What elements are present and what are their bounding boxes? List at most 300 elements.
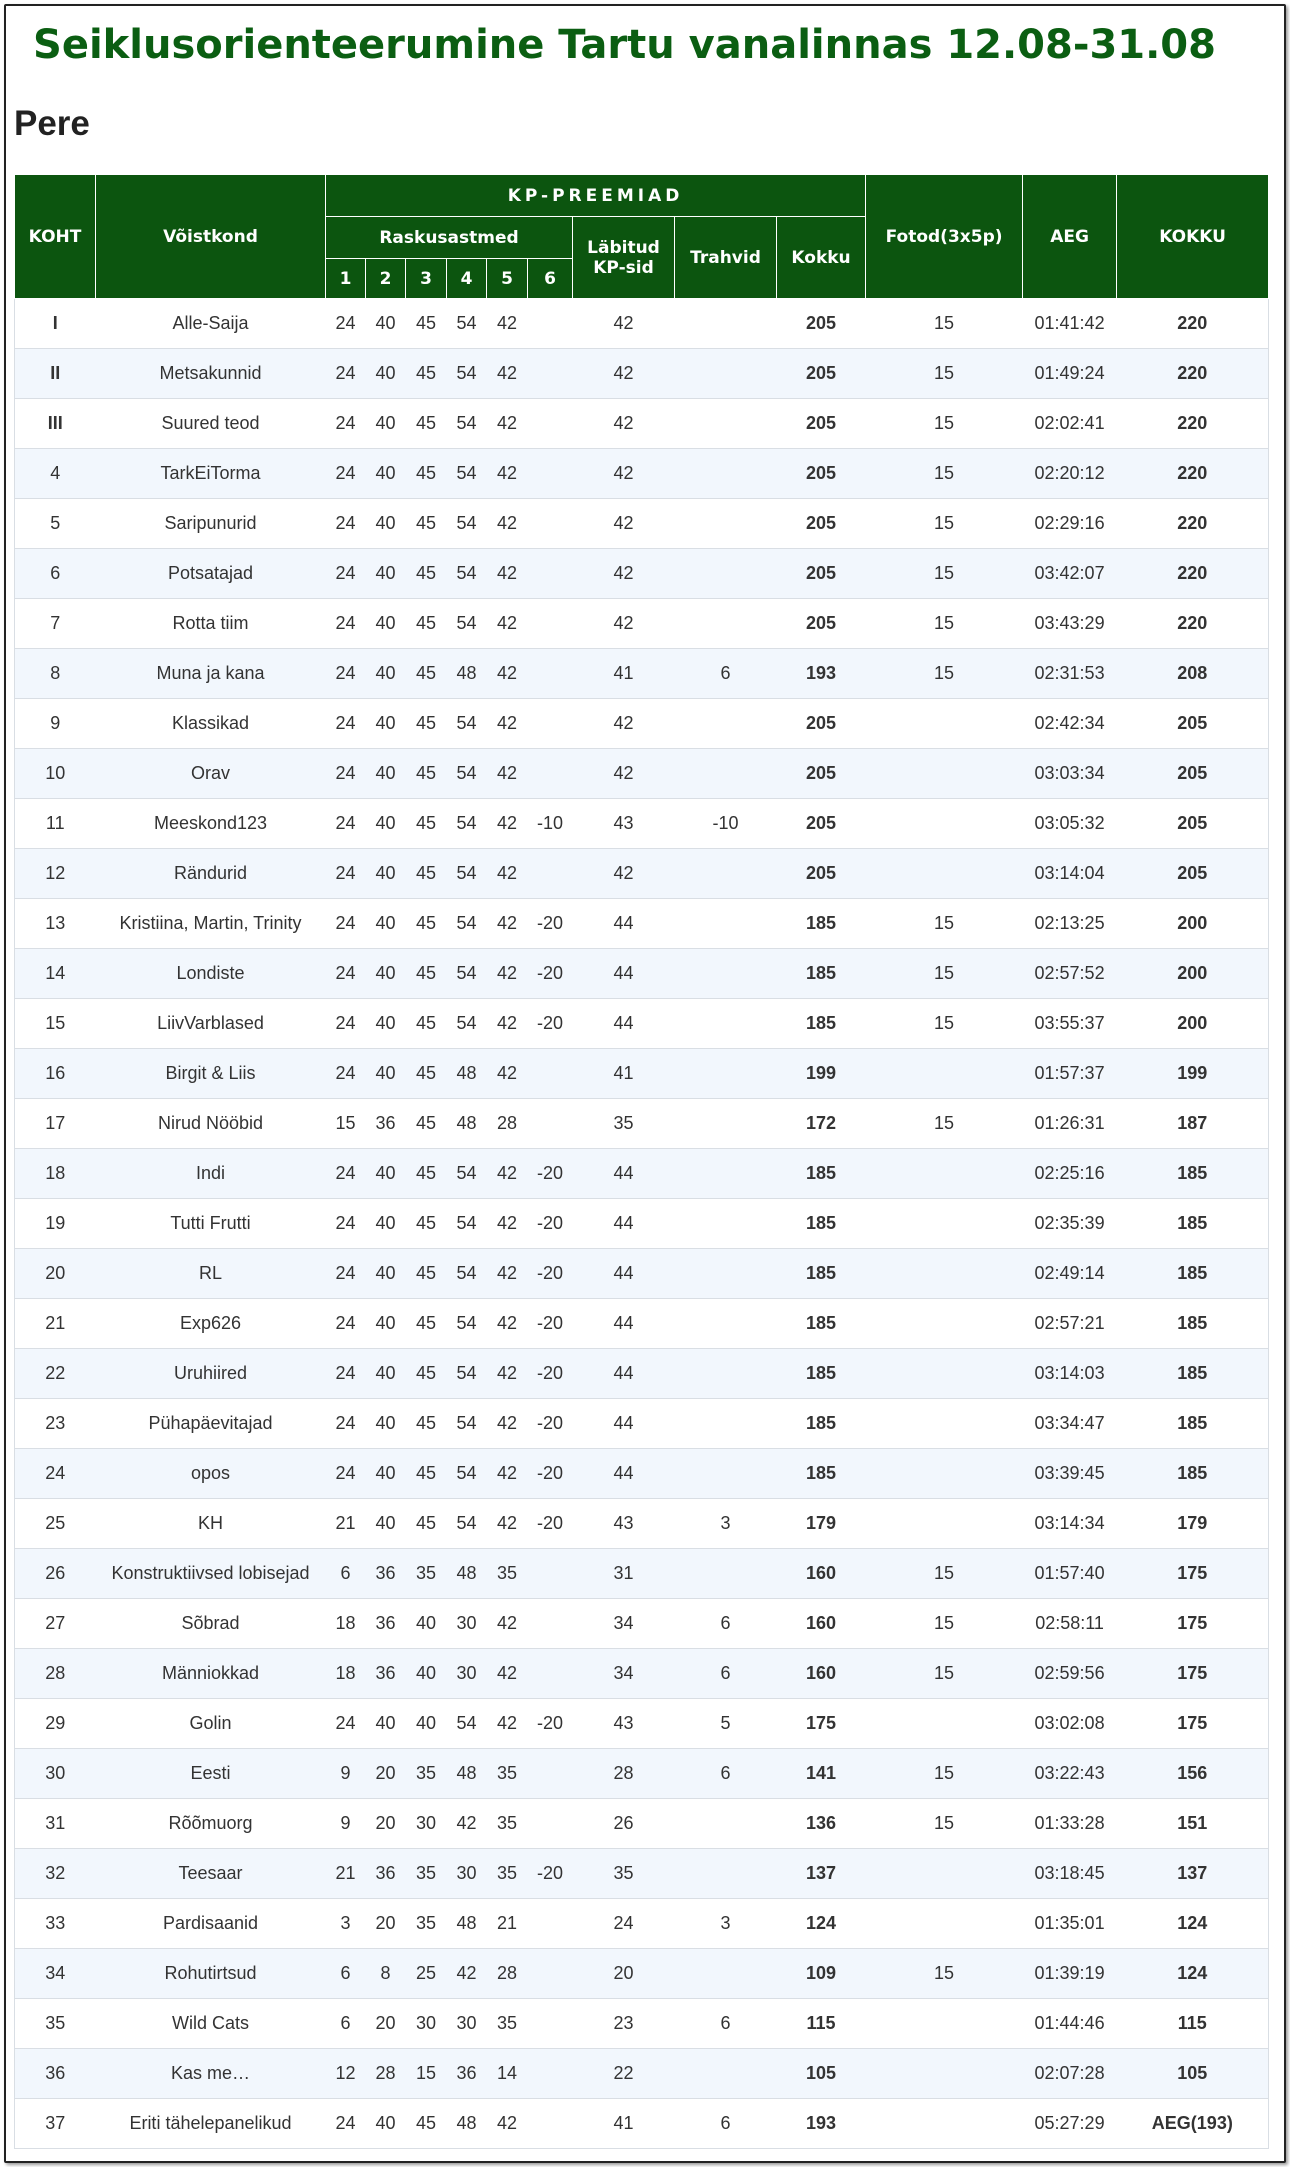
cell-level-3: 45 [406, 1499, 447, 1549]
cell-level-5: 35 [487, 1999, 528, 2049]
cell-level-1: 24 [326, 899, 366, 949]
cell-level-5: 42 [487, 1149, 528, 1199]
cell-level-1: 24 [326, 1399, 366, 1449]
cell-fotod [866, 1699, 1023, 1749]
table-body [15, 299, 1269, 2149]
cell-level-3: 45 [406, 1049, 447, 1099]
cell-level-4: 42 [447, 1799, 487, 1849]
cell-team-name: Nirud Nööbid [96, 1099, 326, 1149]
cell-level-6 [528, 2049, 573, 2099]
table-row [15, 849, 1269, 899]
cell-team-name: Exp626 [96, 1299, 326, 1349]
cell-koht: 33 [15, 1899, 96, 1949]
cell-trahvid: 6 [675, 1999, 777, 2049]
cell-level-2: 40 [366, 399, 406, 449]
cell-level-1: 24 [326, 999, 366, 1049]
cell-level-6: -20 [528, 1199, 573, 1249]
cell-level-3: 30 [406, 1999, 447, 2049]
cell-level-3: 45 [406, 849, 447, 899]
cell-level-2: 36 [366, 1649, 406, 1699]
table-row [15, 1199, 1269, 1249]
cell-level-6 [528, 1599, 573, 1649]
cell-level-6 [528, 1099, 573, 1149]
cell-koht: 27 [15, 1599, 96, 1649]
cell-level-2: 40 [366, 899, 406, 949]
cell-level-6 [528, 1949, 573, 1999]
cell-fotod: 15 [866, 1749, 1023, 1799]
cell-level-6 [528, 749, 573, 799]
cell-labitud-kp: 42 [573, 749, 675, 799]
cell-kp-kokku: 185 [777, 1399, 866, 1449]
cell-koht: 32 [15, 1849, 96, 1899]
cell-level-4: 54 [447, 1199, 487, 1249]
cell-fotod: 15 [866, 1599, 1023, 1649]
table-row [15, 1299, 1269, 1349]
cell-labitud-kp: 26 [573, 1799, 675, 1849]
cell-level-3: 45 [406, 1099, 447, 1149]
cell-level-3: 35 [406, 1749, 447, 1799]
table-row [15, 449, 1269, 499]
table-row [15, 499, 1269, 549]
cell-kokku: 137 [1117, 1849, 1269, 1899]
cell-koht: 17 [15, 1099, 96, 1149]
cell-kokku: 175 [1117, 1549, 1269, 1599]
cell-team-name: opos [96, 1449, 326, 1499]
table-row [15, 1349, 1269, 1399]
cell-fotod [866, 1349, 1023, 1399]
cell-team-name: Rohutirtsud [96, 1949, 326, 1999]
cell-kokku: 220 [1117, 349, 1269, 399]
header-aeg: AEG [1023, 175, 1117, 299]
cell-labitud-kp: 44 [573, 999, 675, 1049]
cell-team-name: Pardisaanid [96, 1899, 326, 1949]
cell-level-2: 40 [366, 1249, 406, 1299]
cell-level-5: 42 [487, 349, 528, 399]
cell-level-4: 54 [447, 1499, 487, 1549]
cell-trahvid: 6 [675, 1649, 777, 1699]
cell-level-5: 42 [487, 1599, 528, 1649]
cell-koht: 11 [15, 799, 96, 849]
cell-aeg: 03:42:07 [1023, 549, 1117, 599]
cell-level-2: 8 [366, 1949, 406, 1999]
cell-level-4: 54 [447, 449, 487, 499]
header-kp-preemiad: KP-PREEMIAD [326, 175, 866, 217]
cell-level-1: 24 [326, 749, 366, 799]
cell-fotod: 15 [866, 399, 1023, 449]
cell-fotod: 15 [866, 449, 1023, 499]
cell-kp-kokku: 205 [777, 449, 866, 499]
cell-level-5: 42 [487, 999, 528, 1049]
cell-aeg: 03:02:08 [1023, 1699, 1117, 1749]
cell-level-3: 45 [406, 749, 447, 799]
cell-level-4: 30 [447, 1999, 487, 2049]
cell-level-5: 42 [487, 849, 528, 899]
cell-team-name: Metsakunnid [96, 349, 326, 399]
cell-fotod [866, 1449, 1023, 1499]
cell-level-6: -20 [528, 1299, 573, 1349]
cell-kp-kokku: 137 [777, 1849, 866, 1899]
cell-level-4: 48 [447, 1549, 487, 1599]
cell-aeg: 01:49:24 [1023, 349, 1117, 399]
cell-team-name: Potsatajad [96, 549, 326, 599]
cell-kp-kokku: 193 [777, 649, 866, 699]
cell-aeg: 02:58:11 [1023, 1599, 1117, 1649]
cell-fotod: 15 [866, 1949, 1023, 1999]
cell-level-4: 54 [447, 1699, 487, 1749]
cell-level-1: 24 [326, 799, 366, 849]
cell-kokku: 205 [1117, 799, 1269, 849]
cell-labitud-kp: 44 [573, 1249, 675, 1299]
cell-labitud-kp: 44 [573, 1199, 675, 1249]
cell-labitud-kp: 42 [573, 849, 675, 899]
cell-kp-kokku: 205 [777, 399, 866, 449]
cell-level-1: 24 [326, 499, 366, 549]
cell-koht: 30 [15, 1749, 96, 1799]
cell-kokku: 105 [1117, 2049, 1269, 2099]
cell-aeg: 02:59:56 [1023, 1649, 1117, 1699]
cell-fotod: 15 [866, 499, 1023, 549]
cell-trahvid [675, 749, 777, 799]
cell-trahvid [675, 949, 777, 999]
cell-koht: 37 [15, 2099, 96, 2149]
cell-level-6: -20 [528, 1499, 573, 1549]
cell-kokku: 199 [1117, 1049, 1269, 1099]
cell-trahvid [675, 299, 777, 349]
cell-kokku: 185 [1117, 1449, 1269, 1499]
cell-team-name: RL [96, 1249, 326, 1299]
cell-aeg: 02:07:28 [1023, 2049, 1117, 2099]
cell-level-5: 42 [487, 699, 528, 749]
cell-aeg: 02:20:12 [1023, 449, 1117, 499]
cell-level-1: 24 [326, 1199, 366, 1249]
table-header [15, 175, 1269, 299]
cell-level-3: 15 [406, 2049, 447, 2099]
cell-level-3: 45 [406, 599, 447, 649]
cell-koht: 9 [15, 699, 96, 749]
cell-trahvid: 3 [675, 1899, 777, 1949]
cell-fotod [866, 699, 1023, 749]
cell-kp-kokku: 205 [777, 749, 866, 799]
cell-aeg: 02:57:52 [1023, 949, 1117, 999]
cell-level-3: 45 [406, 1249, 447, 1299]
cell-level-5: 42 [487, 399, 528, 449]
cell-koht: 5 [15, 499, 96, 549]
cell-level-6 [528, 399, 573, 449]
cell-level-2: 40 [366, 599, 406, 649]
cell-level-6: -10 [528, 799, 573, 849]
cell-level-3: 45 [406, 499, 447, 549]
cell-level-5: 42 [487, 599, 528, 649]
cell-koht: 18 [15, 1149, 96, 1199]
cell-fotod [866, 1499, 1023, 1549]
header-level-1: 1 [326, 259, 366, 299]
cell-level-1: 18 [326, 1649, 366, 1699]
cell-level-1: 24 [326, 649, 366, 699]
cell-level-4: 54 [447, 349, 487, 399]
cell-level-2: 40 [366, 999, 406, 1049]
header-labitud [573, 217, 675, 299]
cell-team-name: Wild Cats [96, 1999, 326, 2049]
cell-fotod [866, 1299, 1023, 1349]
cell-level-2: 40 [366, 649, 406, 699]
cell-koht: 10 [15, 749, 96, 799]
cell-trahvid [675, 849, 777, 899]
cell-team-name: Kristiina, Martin, Trinity [96, 899, 326, 949]
cell-level-3: 45 [406, 399, 447, 449]
cell-kokku: 220 [1117, 599, 1269, 649]
cell-level-2: 40 [366, 749, 406, 799]
cell-level-3: 45 [406, 1449, 447, 1499]
header-level-3: 3 [406, 259, 447, 299]
cell-level-4: 54 [447, 1249, 487, 1299]
cell-aeg: 03:34:47 [1023, 1399, 1117, 1449]
cell-trahvid [675, 1399, 777, 1449]
cell-level-3: 45 [406, 649, 447, 699]
cell-level-1: 24 [326, 699, 366, 749]
cell-level-5: 28 [487, 1099, 528, 1149]
cell-kp-kokku: 109 [777, 1949, 866, 1999]
cell-labitud-kp: 42 [573, 499, 675, 549]
cell-level-6: -20 [528, 1849, 573, 1899]
cell-level-5: 42 [487, 299, 528, 349]
cell-aeg: 03:18:45 [1023, 1849, 1117, 1899]
cell-trahvid [675, 1849, 777, 1899]
cell-level-2: 40 [366, 549, 406, 599]
cell-level-4: 36 [447, 2049, 487, 2099]
table-row [15, 599, 1269, 649]
cell-level-5: 42 [487, 499, 528, 549]
cell-kp-kokku: 115 [777, 1999, 866, 2049]
cell-fotod: 15 [866, 1099, 1023, 1149]
cell-level-5: 42 [487, 949, 528, 999]
cell-level-3: 40 [406, 1699, 447, 1749]
cell-level-5: 42 [487, 899, 528, 949]
table-row [15, 299, 1269, 349]
cell-koht: 28 [15, 1649, 96, 1699]
header-koht: KOHT [15, 175, 96, 299]
cell-trahvid [675, 399, 777, 449]
cell-level-1: 21 [326, 1849, 366, 1899]
cell-level-2: 40 [366, 1399, 406, 1449]
cell-koht: 7 [15, 599, 96, 649]
cell-level-1: 24 [326, 1049, 366, 1099]
table-row [15, 1599, 1269, 1649]
cell-level-2: 20 [366, 1749, 406, 1799]
cell-level-2: 36 [366, 1549, 406, 1599]
cell-fotod [866, 799, 1023, 849]
cell-level-2: 40 [366, 1349, 406, 1399]
cell-koht: 19 [15, 1199, 96, 1249]
cell-kp-kokku: 185 [777, 1449, 866, 1499]
cell-level-4: 54 [447, 749, 487, 799]
cell-level-1: 24 [326, 599, 366, 649]
cell-labitud-kp: 43 [573, 1499, 675, 1549]
table-row [15, 1549, 1269, 1599]
cell-level-3: 45 [406, 1149, 447, 1199]
cell-aeg: 03:39:45 [1023, 1449, 1117, 1499]
cell-fotod [866, 1899, 1023, 1949]
cell-level-3: 45 [406, 1349, 447, 1399]
cell-fotod: 15 [866, 899, 1023, 949]
cell-kp-kokku: 185 [777, 949, 866, 999]
cell-level-4: 54 [447, 1449, 487, 1499]
cell-level-3: 35 [406, 1849, 447, 1899]
header-kokku: KOKKU [1117, 175, 1269, 299]
cell-kp-kokku: 160 [777, 1549, 866, 1599]
cell-kokku: 179 [1117, 1499, 1269, 1549]
cell-level-2: 40 [366, 1299, 406, 1349]
cell-level-4: 48 [447, 649, 487, 699]
cell-level-2: 40 [366, 699, 406, 749]
results-table [14, 174, 1269, 2149]
cell-koht: 25 [15, 1499, 96, 1549]
cell-trahvid [675, 1949, 777, 1999]
table-row [15, 399, 1269, 449]
cell-level-2: 40 [366, 499, 406, 549]
cell-aeg: 02:35:39 [1023, 1199, 1117, 1249]
table-row [15, 1799, 1269, 1849]
cell-trahvid [675, 349, 777, 399]
cell-level-6 [528, 2099, 573, 2149]
cell-team-name: Rotta tiim [96, 599, 326, 649]
cell-level-6 [528, 649, 573, 699]
header-level-4: 4 [447, 259, 487, 299]
cell-team-name: Alle-Saija [96, 299, 326, 349]
cell-trahvid [675, 1799, 777, 1849]
cell-labitud-kp: 43 [573, 799, 675, 849]
cell-level-6: -20 [528, 1149, 573, 1199]
cell-aeg: 01:35:01 [1023, 1899, 1117, 1949]
cell-labitud-kp: 41 [573, 1049, 675, 1099]
cell-labitud-kp: 44 [573, 1299, 675, 1349]
cell-koht: 12 [15, 849, 96, 899]
cell-aeg: 02:31:53 [1023, 649, 1117, 699]
cell-kp-kokku: 199 [777, 1049, 866, 1099]
cell-labitud-kp: 42 [573, 399, 675, 449]
cell-level-5: 35 [487, 1799, 528, 1849]
table-row [15, 1099, 1269, 1149]
cell-level-5: 42 [487, 1249, 528, 1299]
cell-trahvid [675, 1049, 777, 1099]
cell-level-3: 40 [406, 1649, 447, 1699]
cell-level-6 [528, 1799, 573, 1849]
cell-level-4: 54 [447, 849, 487, 899]
cell-kp-kokku: 185 [777, 1299, 866, 1349]
cell-level-4: 54 [447, 699, 487, 749]
header-raskusastmed: Raskusastmed [326, 217, 573, 259]
cell-kp-kokku: 205 [777, 299, 866, 349]
cell-trahvid [675, 899, 777, 949]
cell-team-name: KH [96, 1499, 326, 1549]
cell-labitud-kp: 44 [573, 1149, 675, 1199]
cell-aeg: 03:14:04 [1023, 849, 1117, 899]
table-row [15, 1449, 1269, 1499]
cell-trahvid [675, 1249, 777, 1299]
cell-kp-kokku: 185 [777, 1199, 866, 1249]
cell-level-1: 24 [326, 2099, 366, 2149]
cell-fotod: 15 [866, 949, 1023, 999]
cell-level-6 [528, 299, 573, 349]
cell-level-2: 40 [366, 1499, 406, 1549]
cell-fotod [866, 1849, 1023, 1899]
cell-trahvid [675, 1149, 777, 1199]
cell-fotod [866, 1149, 1023, 1199]
cell-kp-kokku: 160 [777, 1599, 866, 1649]
cell-level-1: 24 [326, 949, 366, 999]
cell-fotod [866, 1999, 1023, 2049]
cell-labitud-kp: 44 [573, 949, 675, 999]
cell-level-6 [528, 1999, 573, 2049]
cell-level-1: 6 [326, 1549, 366, 1599]
cell-kp-kokku: 205 [777, 549, 866, 599]
cell-fotod: 15 [866, 1799, 1023, 1849]
cell-level-4: 54 [447, 499, 487, 549]
cell-level-2: 40 [366, 299, 406, 349]
cell-kp-kokku: 185 [777, 999, 866, 1049]
cell-level-1: 6 [326, 1999, 366, 2049]
cell-labitud-kp: 42 [573, 299, 675, 349]
cell-level-6: -20 [528, 1399, 573, 1449]
cell-labitud-kp: 42 [573, 549, 675, 599]
cell-koht: 21 [15, 1299, 96, 1349]
cell-team-name: Meeskond123 [96, 799, 326, 849]
cell-team-name: Londiste [96, 949, 326, 999]
cell-level-2: 40 [366, 449, 406, 499]
cell-team-name: Uruhiired [96, 1349, 326, 1399]
cell-level-4: 48 [447, 1899, 487, 1949]
cell-aeg: 03:14:03 [1023, 1349, 1117, 1399]
cell-kokku: 185 [1117, 1349, 1269, 1399]
cell-level-3: 45 [406, 2099, 447, 2149]
cell-koht: 29 [15, 1699, 96, 1749]
header-voistkond: Võistkond [96, 175, 326, 299]
cell-level-5: 35 [487, 1749, 528, 1799]
cell-kokku: 200 [1117, 899, 1269, 949]
cell-level-4: 54 [447, 949, 487, 999]
cell-level-6: -20 [528, 1699, 573, 1749]
cell-team-name: Rõõmuorg [96, 1799, 326, 1849]
cell-kp-kokku: 205 [777, 799, 866, 849]
cell-labitud-kp: 35 [573, 1099, 675, 1149]
cell-level-1: 9 [326, 1749, 366, 1799]
cell-trahvid [675, 1449, 777, 1499]
header-labitud-line1: Läbitud [587, 237, 660, 258]
cell-team-name: Eriti tähelepanelikud [96, 2099, 326, 2149]
cell-kokku: 220 [1117, 549, 1269, 599]
cell-kokku: 205 [1117, 699, 1269, 749]
cell-kokku: 156 [1117, 1749, 1269, 1799]
cell-trahvid [675, 549, 777, 599]
cell-kokku: 124 [1117, 1899, 1269, 1949]
cell-level-4: 54 [447, 799, 487, 849]
cell-fotod [866, 749, 1023, 799]
cell-fotod: 15 [866, 999, 1023, 1049]
cell-level-3: 45 [406, 699, 447, 749]
cell-level-5: 14 [487, 2049, 528, 2099]
cell-level-4: 54 [447, 899, 487, 949]
cell-koht: 6 [15, 549, 96, 599]
cell-team-name: Männiokkad [96, 1649, 326, 1699]
cell-labitud-kp: 23 [573, 1999, 675, 2049]
cell-level-2: 20 [366, 1799, 406, 1849]
cell-trahvid [675, 1549, 777, 1599]
cell-level-2: 40 [366, 1149, 406, 1199]
cell-level-5: 42 [487, 1349, 528, 1399]
cell-level-3: 30 [406, 1799, 447, 1849]
cell-kokku: 185 [1117, 1399, 1269, 1449]
cell-team-name: Golin [96, 1699, 326, 1749]
cell-kokku: 187 [1117, 1099, 1269, 1149]
